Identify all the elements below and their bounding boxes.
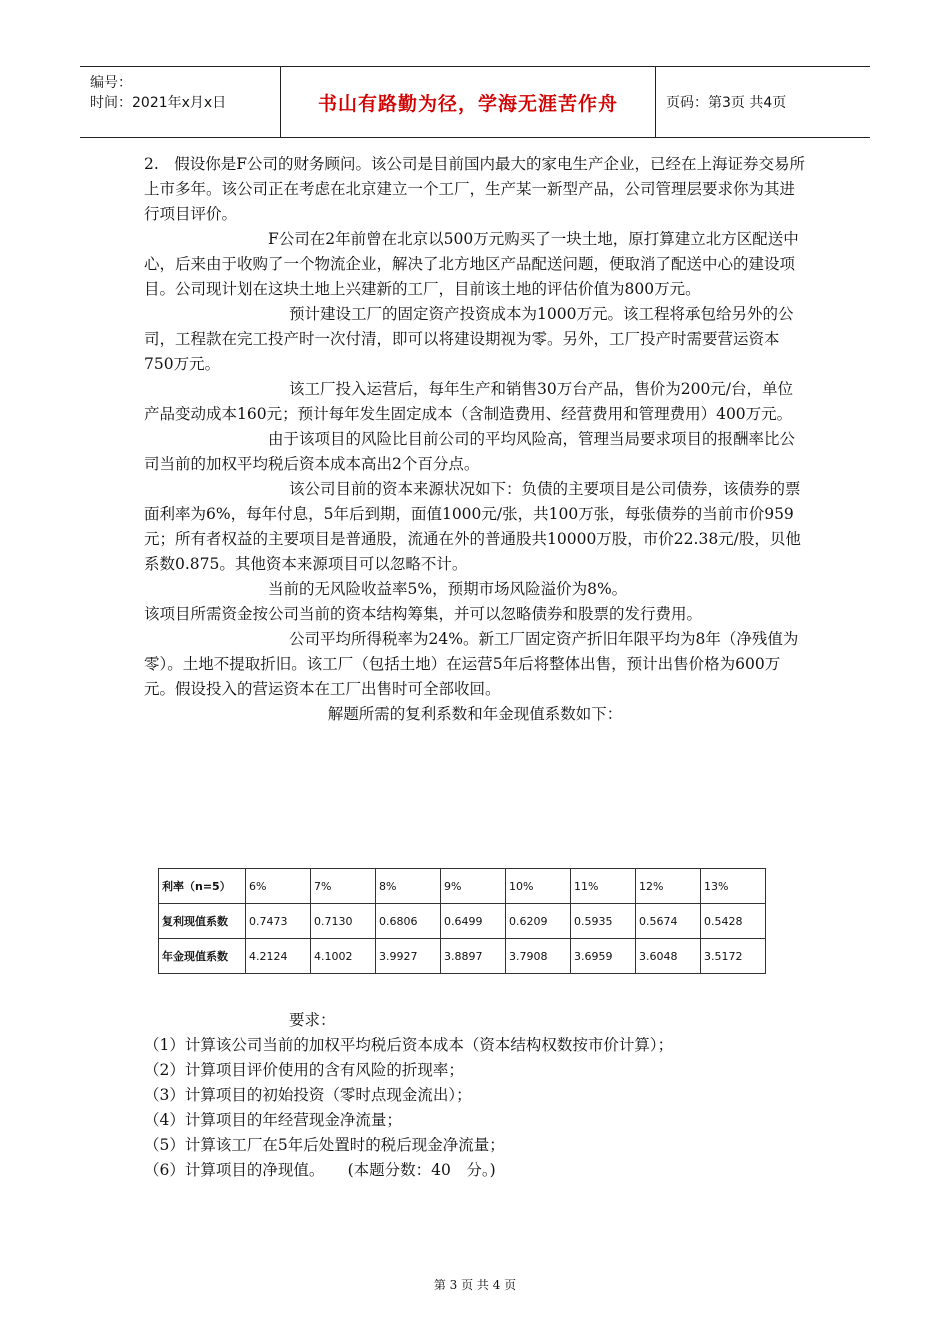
page-footer: 第 3 页 共 4 页 bbox=[433, 1278, 517, 1292]
table-cell: 10% bbox=[506, 869, 571, 904]
table-cell: 3.6959 bbox=[571, 939, 636, 974]
table-cell: 3.9927 bbox=[376, 939, 441, 974]
paragraph: 该项目所需资金按公司当前的资本结构筹集，并可以忽略债券和股票的发行费用。 bbox=[144, 605, 703, 623]
header-page-info: 页码：第3页 共4页 bbox=[666, 95, 787, 111]
requirement-item: （1）计算该公司当前的加权平均税后资本成本（资本结构权数按市价计算）； bbox=[144, 1036, 674, 1054]
table-cell: 0.7473 bbox=[246, 904, 311, 939]
paragraph: 公司平均所得税率为24%。新工厂固定资产折旧年限平均为8年（净残值为零）。土地不提取折旧。该工厂（包括土地）在运营5年后将整体出售，预计出售价格为600万元。假设投入的营运资本在工厂出售时可全部收回。 bbox=[144, 630, 799, 698]
table-cell: 3.6048 bbox=[636, 939, 701, 974]
table-cell: 0.5428 bbox=[701, 904, 766, 939]
table-row bbox=[159, 939, 766, 974]
table-cell: 4.2124 bbox=[246, 939, 311, 974]
table-cell: 7% bbox=[311, 869, 376, 904]
problem-text bbox=[144, 152, 806, 727]
requirements bbox=[144, 1008, 824, 1183]
paragraph: 预计建设工厂的固定资产投资成本为1000万元。该工程将承包给另外的公司，工程款在完工投产时一次付清，即可以将建设期视为零。另外，工厂投产时需要营运资本750万元。 bbox=[144, 305, 794, 373]
requirements-title: 要求： bbox=[289, 1011, 336, 1029]
table-cell: 4.1002 bbox=[311, 939, 376, 974]
table-cell: 11% bbox=[571, 869, 636, 904]
page-header bbox=[80, 66, 870, 138]
table-caption: 解题所需的复利系数和年金现值系数如下： bbox=[327, 705, 623, 723]
table-cell: 6% bbox=[246, 869, 311, 904]
row-label: 利率（n=5） bbox=[159, 869, 246, 904]
table-cell: 9% bbox=[441, 869, 506, 904]
paragraph: 由于该项目的风险比目前公司的平均风险高，管理当局要求项目的报酬率比公司当前的加权平均税后资本成本高出2个百分点。 bbox=[144, 430, 796, 473]
requirement-item: （6）计算项目的净现值。 (本题分数：40 分。) bbox=[144, 1161, 496, 1179]
table-cell: 8% bbox=[376, 869, 441, 904]
table-cell: 3.7908 bbox=[506, 939, 571, 974]
paragraph: 当前的无风险收益率5%，预期市场风险溢价为8%。 bbox=[268, 580, 628, 598]
paragraph: 该工厂投入运营后，每年生产和销售30万台产品，售价为200元/台，单位产品变动成本160元；预计每年发生固定成本（含制造费用、经营费用和管理费用）400万元。 bbox=[144, 380, 794, 423]
row-label: 年金现值系数 bbox=[159, 939, 246, 974]
table-cell: 0.6499 bbox=[441, 904, 506, 939]
table-cell: 13% bbox=[701, 869, 766, 904]
table-cell: 0.6209 bbox=[506, 904, 571, 939]
requirement-item: （3）计算项目的初始投资（零时点现金流出）； bbox=[144, 1086, 472, 1104]
factor-table bbox=[158, 868, 766, 974]
table-cell: 3.5172 bbox=[701, 939, 766, 974]
row-label: 复利现值系数 bbox=[159, 904, 246, 939]
paragraph: 该公司目前的资本来源状况如下：负债的主要项目是公司债券，该债券的票面利率为6%，每年付息，5年后到期，面值1000元/张，共100万张，每张债券的当前市价959元；所有者权益的主要项目是普通股，流通在外的普通股共10000万股，市价22.38元/股，贝他系数0.875。其他资本来源项目可以忽略不计。 bbox=[144, 480, 801, 573]
time-label: 时间：2021年x月x日 bbox=[90, 95, 227, 111]
table-cell: 3.8897 bbox=[441, 939, 506, 974]
code-label: 编号： bbox=[90, 75, 132, 91]
header-motto: 书山有路勤为径，学海无涯苦作舟 bbox=[281, 67, 656, 137]
table-row bbox=[159, 869, 766, 904]
table-cell: 0.7130 bbox=[311, 904, 376, 939]
header-meta bbox=[80, 67, 281, 137]
table-cell: 12% bbox=[636, 869, 701, 904]
requirement-item: （2）计算项目评价使用的含有风险的折现率； bbox=[144, 1061, 464, 1079]
paragraph: F公司在2年前曾在北京以500万元购买了一块土地，原打算建立北方区配送中心，后来由于收购了一个物流企业，解决了北方地区产品配送问题，便取消了配送中心的建设项目。公司现计划在这块土地上兴建新的工厂，目前该土地的评估价值为800万元。 bbox=[144, 230, 799, 298]
table-cell: 0.5935 bbox=[571, 904, 636, 939]
table-cell: 0.5674 bbox=[636, 904, 701, 939]
table-row bbox=[159, 904, 766, 939]
paragraph: 2. 假设你是F公司的财务顾问。该公司是目前国内最大的家电生产企业，已经在上海证券交易所上市多年。该公司正在考虑在北京建立一个工厂，生产某一新型产品，公司管理层要求你为其进行项目评价。 bbox=[144, 155, 806, 223]
requirement-item: （5）计算该工厂在5年后处置时的税后现金净流量； bbox=[144, 1136, 505, 1154]
requirement-item: （4）计算项目的年经营现金净流量； bbox=[144, 1111, 402, 1129]
table-cell: 0.6806 bbox=[376, 904, 441, 939]
